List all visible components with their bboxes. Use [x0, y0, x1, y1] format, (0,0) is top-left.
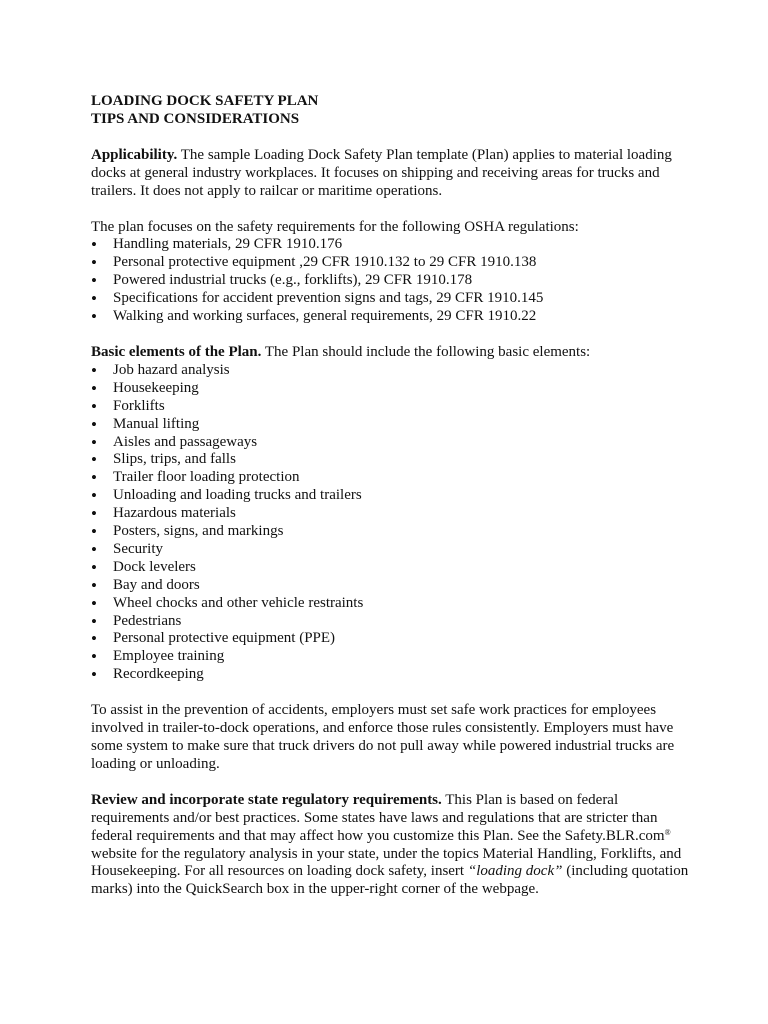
list-item: • Walking and working surfaces, general requirements, 29 CFR 1910.22 [91, 308, 691, 326]
list-item: • Bay and doors [91, 577, 691, 595]
list-item: • Recordkeeping [91, 666, 691, 684]
review-text-3: (including quotation marks) into the QuickSearch box in the upper-right corner of the webpage. [91, 863, 689, 898]
list-item: • Dock levelers [91, 559, 691, 577]
basic-elements-list [91, 362, 691, 684]
review-text-2: website for the regulatory analysis in your state, under the topics Material Handling, Forklifts, and Housekeeping. For all resources on loading dock safety, insert [91, 845, 682, 880]
list-item: • Powered industrial trucks (e.g., forklifts), 29 CFR 1910.178 [91, 272, 691, 290]
list-item: • Wheel chocks and other vehicle restraints [91, 595, 691, 613]
document-title-line-1: LOADING DOCK SAFETY PLAN [91, 93, 319, 109]
spacer [91, 129, 691, 147]
list-item: • Hazardous materials [91, 505, 691, 523]
list-item: • Forklifts [91, 398, 691, 416]
list-item: • Personal protective equipment ,29 CFR 1910.132 to 29 CFR 1910.138 [91, 254, 691, 272]
applicability-label: Applicability. [91, 146, 178, 163]
list-item: • Specifications for accident prevention signs and tags, 29 CFR 1910.145 [91, 290, 691, 308]
list-item: • Pedestrians [91, 613, 691, 631]
applicability-paragraph [91, 147, 691, 201]
spacer [91, 774, 691, 792]
list-item: • Slips, trips, and falls [91, 451, 691, 469]
spacer [91, 684, 691, 702]
list-item: • Unloading and loading trucks and trailers [91, 487, 691, 505]
prevention-paragraph: To assist in the prevention of accidents, employers must set safe work practices for employees involved in trailer-to-dock operations, and enforce those rules consistently. Employers must have some system to make sure that truck drivers do not pull away while powered industrial trucks are loading or unloading. [91, 702, 675, 772]
list-item: • Housekeeping [91, 380, 691, 398]
document-title-line-2: TIPS AND CONSIDERATIONS [91, 110, 300, 127]
list-item: • Personal protective equipment (PPE) [91, 630, 691, 648]
list-item: • Handling materials, 29 CFR 1910.176 [91, 236, 691, 254]
review-label: Review and incorporate state regulatory requirements. [91, 791, 442, 808]
list-item: • Manual lifting [91, 416, 691, 434]
applicability-text: The sample Loading Dock Safety Plan template (Plan) applies to material loading docks at general industry workplaces. It focuses on shipping and receiving areas for trucks and trailers. It does not apply to railcar or maritime operations. [91, 146, 672, 199]
registered-mark: ® [664, 827, 671, 837]
list-item: • Posters, signs, and markings [91, 523, 691, 541]
list-item: • Security [91, 541, 691, 559]
spacer [91, 326, 691, 344]
basic-elements-label: Basic elements of the Plan. [91, 343, 262, 360]
document-page [91, 93, 691, 899]
review-paragraph [91, 792, 691, 899]
osha-regulation-list [91, 236, 691, 326]
list-item: • Aisles and passageways [91, 434, 691, 452]
review-italic-term: “loading dock” [467, 863, 563, 880]
osha-intro: The plan focuses on the safety requirements for the following OSHA regulations: [91, 218, 579, 235]
list-item: • Trailer floor loading protection [91, 469, 691, 487]
review-text-1: This Plan is based on federal requirements and/or best practices. Some states have laws and regulations that are stricter than federal requirements and that may affect how you customize this Plan. See the Safety.BLR.com [91, 791, 665, 844]
list-item: • Employee training [91, 648, 691, 666]
basic-elements-intro [91, 344, 691, 362]
list-item: • Job hazard analysis [91, 362, 691, 380]
spacer [91, 201, 691, 219]
basic-elements-text: The Plan should include the following basic elements: [261, 343, 591, 360]
